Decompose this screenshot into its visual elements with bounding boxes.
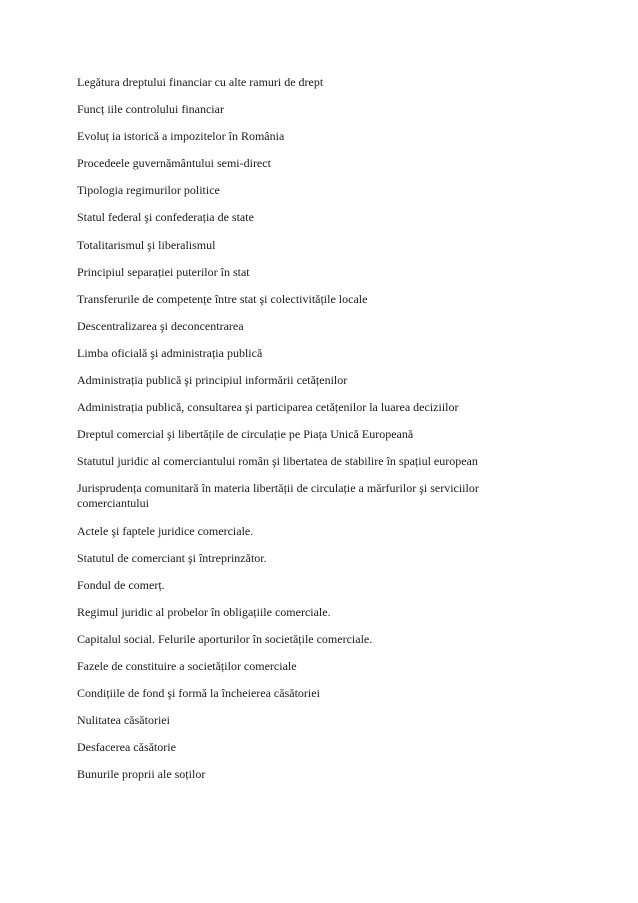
list-item: Regimul juridic al probelor în obligațiile comerciale. (77, 604, 331, 619)
list-item: Jurisprudența comunitară în materia libertății de circulație a mărfurilor şi serviciilor comerciantului (77, 481, 479, 511)
list-item: Legătura dreptului financiar cu alte ramuri de drept (77, 75, 324, 89)
list-item: Evoluț ia istorică a impozitelor în România (77, 129, 285, 144)
list-item: Desfacerea căsătorie (77, 740, 176, 755)
list-item: Capitalul social. Felurile aporturilor în societățile comerciale. (77, 631, 373, 646)
list-item: Bunurile proprii ale soților (77, 767, 206, 782)
list-item: Tipologia regimurilor politice (77, 183, 220, 198)
list-item: Dreptul comercial şi libertățile de circulație pe Piața Unică Europeană (77, 427, 414, 442)
topic-list (77, 75, 547, 794)
list-item: Actele şi faptele juridice comerciale. (77, 523, 254, 538)
list-item: Funcț iile controlului financiar (77, 102, 224, 117)
list-item: Statutul juridic al comerciantului român şi libertatea de stabilire în spațiul european (77, 454, 478, 469)
list-item: Administrația publică şi principiul informării cetățenilor (77, 373, 348, 388)
list-item: Fazele de constituire a societăților comerciale (77, 658, 297, 673)
list-item: Totalitarismul şi liberalismul (77, 237, 216, 252)
list-item: Descentralizarea şi deconcentrarea (77, 318, 244, 333)
list-item: Statutul de comerciant şi întreprinzător. (77, 550, 267, 565)
list-item: Administrația publică, consultarea şi participarea cetățenilor la luarea deciziilor (77, 400, 459, 415)
list-item: Condițiile de fond şi formă la încheierea căsătoriei (77, 686, 320, 701)
list-item: Procedeele guvernământului semi-direct (77, 156, 271, 171)
list-item: Transferurile de competențe între stat şi colectivitățile locale (77, 291, 368, 306)
list-item: Statul federal şi confederația de state (77, 210, 254, 225)
list-item: Limba oficială şi administrația publică (77, 345, 263, 360)
list-item: Nulitatea căsătoriei (77, 713, 170, 728)
list-item: Fondul de comerț. (77, 577, 165, 592)
list-item: Principiul separației puterilor în stat (77, 264, 250, 279)
